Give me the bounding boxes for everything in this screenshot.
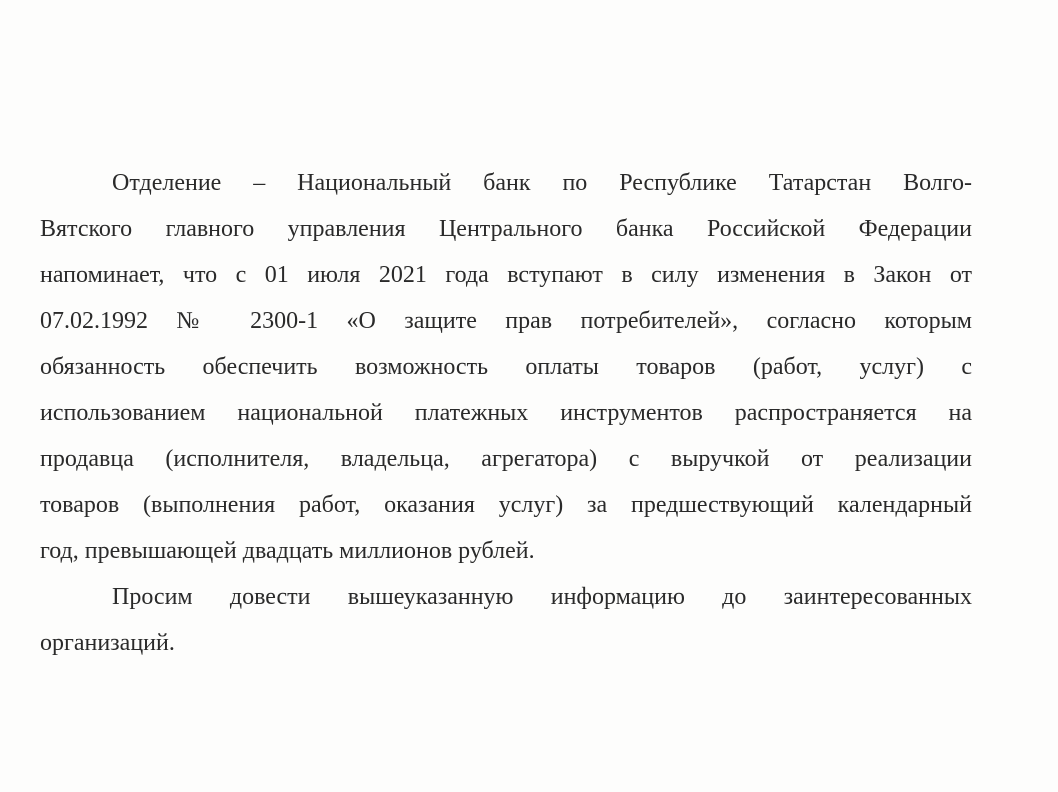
text-line: товаров (выполнения работ, оказания услуг) за предшествующий календарный bbox=[40, 492, 972, 518]
text-line: организаций. bbox=[40, 630, 175, 656]
text-line: Вятского главного управления Центрального банка Российской Федерации bbox=[40, 216, 972, 242]
text-line: Отделение – Национальный банк по Республике Татарстан Волго- bbox=[112, 170, 972, 196]
text-line: 07.02.1992 № 2300-1 «О защите прав потребителей», согласно которым bbox=[40, 308, 972, 334]
text-line: Просим довести вышеуказанную информацию до заинтересованных bbox=[112, 584, 972, 610]
letter-body bbox=[40, 160, 972, 666]
notice-paragraph bbox=[40, 160, 972, 574]
request-paragraph bbox=[40, 574, 972, 666]
text-line: год, превышающей двадцать миллионов рублей. bbox=[40, 538, 535, 564]
text-line: продавца (исполнителя, владельца, агрегатора) с выручкой от реализации bbox=[40, 446, 972, 472]
text-line: напоминает, что с 01 июля 2021 года вступают в силу изменения в Закон от bbox=[40, 262, 972, 288]
text-line: обязанность обеспечить возможность оплаты товаров (работ, услуг) с bbox=[40, 354, 972, 380]
text-line: использованием национальной платежных инструментов распространяется на bbox=[40, 400, 972, 426]
